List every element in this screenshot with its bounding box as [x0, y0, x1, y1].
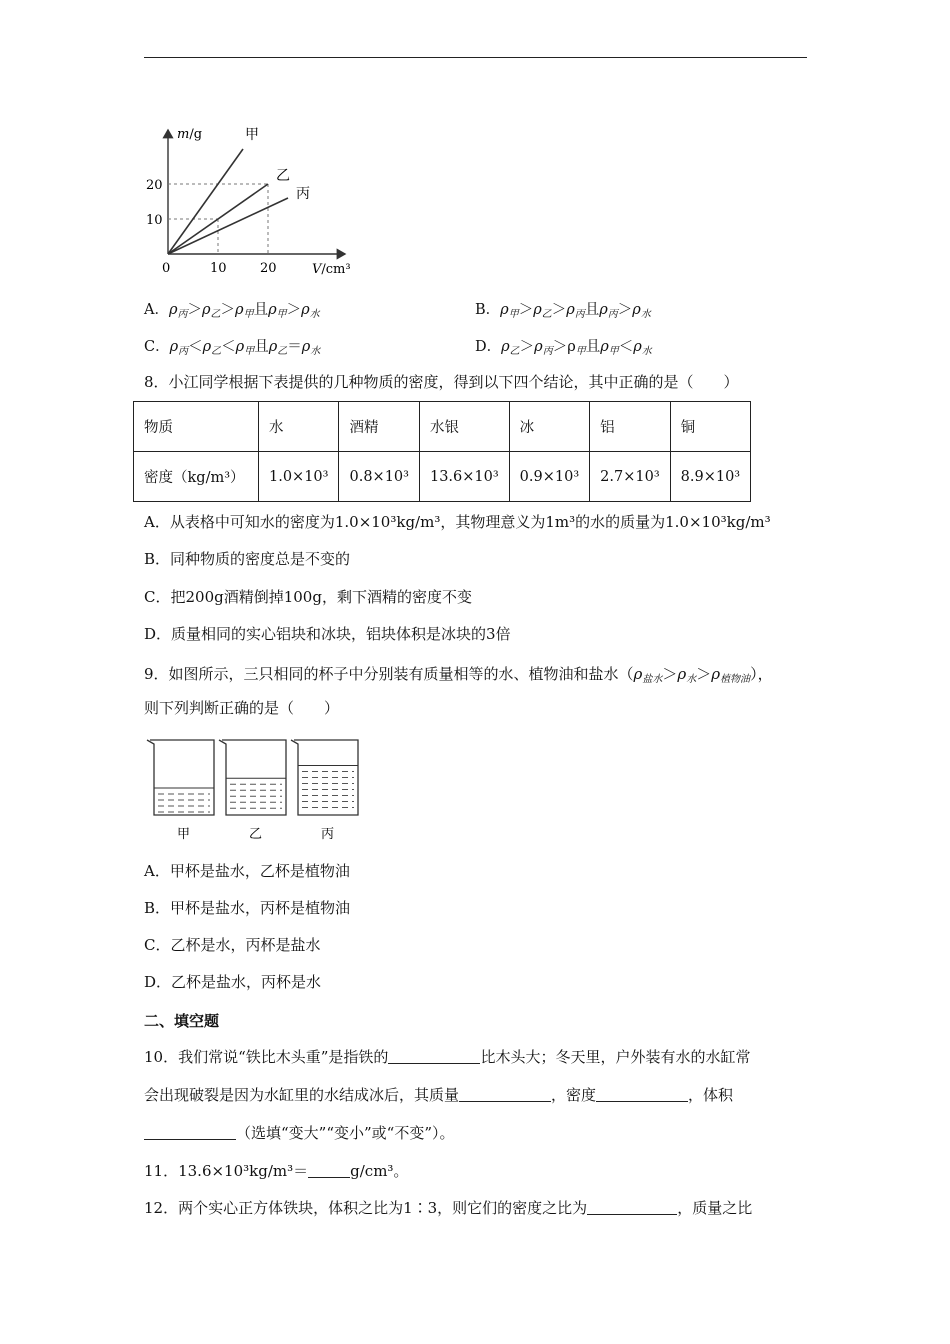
- table-cell: 0.9×10³: [509, 452, 589, 502]
- cup-label: 丙: [321, 827, 335, 842]
- table-cell: 水: [259, 402, 339, 452]
- table-cell: 冰: [509, 402, 589, 452]
- series-label: 乙: [276, 168, 290, 184]
- header-rule: [144, 57, 807, 58]
- q7-option-d: D．$\rho_乙>\rho_丙>\rho_甲$且$\rho_甲<\rho_水$: [475, 339, 652, 357]
- q8-option-d: D．质量相同的实心铝块和冰块，铝块体积是冰块的3倍: [144, 625, 511, 643]
- x-tick-label: 20: [260, 261, 277, 276]
- cups-figure: [140, 735, 370, 845]
- x-axis-label: V/cm³: [312, 262, 351, 277]
- series-line-甲: [168, 149, 243, 254]
- q11: 11．13.6×10³kg/m³＝ g/cm³。: [144, 1162, 409, 1180]
- y-tick-label: 20: [146, 178, 163, 193]
- table-cell: 水银: [419, 402, 509, 452]
- mass-volume-graph: [140, 122, 380, 282]
- table-cell: 2.7×10³: [590, 452, 670, 502]
- cup: [147, 740, 214, 815]
- q9-option-b: B．甲杯是盐水，丙杯是植物油: [144, 899, 351, 917]
- q10-blank-3[interactable]: [596, 1085, 688, 1102]
- table-cell: 0.8×10³: [339, 452, 419, 502]
- table-row: [134, 452, 751, 502]
- q8-option-a: A．从表格中可知水的密度为1.0×10³kg/m³，其物理意义为1m³的水的质量为1.0×10³kg/m³: [144, 513, 771, 531]
- series-label: 甲: [245, 127, 259, 143]
- cup-label: 甲: [177, 827, 191, 842]
- q7-option-c: C．$\rho_丙<\rho_乙<\rho_甲$且$\rho_乙=\rho_水$: [144, 339, 321, 357]
- q10-line1: 10．我们常说“铁比木头重”是指铁的 比木头大；冬天里，户外装有水的水缸常: [144, 1048, 751, 1066]
- series-label: 丙: [296, 186, 310, 202]
- q12-blank[interactable]: [587, 1198, 677, 1215]
- q10-blank-4[interactable]: [144, 1123, 236, 1140]
- q9-stem-line1: 9．如图所示，三只相同的杯子中分别装有质量相等的水、植物油和盐水$(\rho_{盐水}>\rho_水>\rho_{植物油})$，: [144, 665, 773, 685]
- q9-stem-line2: 则下列判断正确的是（ ）: [144, 699, 340, 717]
- q7-option-a: A．$\rho_丙>\rho_乙>\rho_甲$且$\rho_甲>\rho_水$: [144, 302, 320, 320]
- q8-option-b: B．同种物质的密度总是不变的: [144, 550, 351, 568]
- q8-option-c: C．把200g酒精倒掉100g，剩下酒精的密度不变: [144, 588, 472, 606]
- cup-label: 乙: [249, 827, 263, 842]
- section-title: 二、填空题: [144, 1012, 220, 1030]
- series-line-丙: [168, 198, 288, 254]
- q10-line2: 会出现破裂是因为水缸里的水结成冰后，其质量 ，密度 ，体积: [144, 1086, 734, 1104]
- table-cell: 酒精: [339, 402, 419, 452]
- density-table: [133, 401, 751, 502]
- q10-blank-1[interactable]: [388, 1047, 480, 1064]
- q8-stem: 8．小江同学根据下表提供的几种物质的密度，得到以下四个结论，其中正确的是（ ）: [144, 373, 739, 391]
- q9-option-a: A．甲杯是盐水，乙杯是植物油: [144, 862, 350, 880]
- y-axis-label: m/g: [177, 127, 203, 142]
- table-cell: 密度（kg/m³）: [134, 452, 259, 502]
- table-cell: 铜: [670, 402, 750, 452]
- cup: [219, 740, 286, 815]
- q9-option-d: D．乙杯是盐水，丙杯是水: [144, 973, 322, 991]
- y-tick-label: 10: [146, 213, 163, 228]
- table-cell: 铝: [590, 402, 670, 452]
- x-tick-label: 10: [210, 261, 227, 276]
- origin-label: 0: [162, 261, 171, 276]
- q10-blank-2[interactable]: [459, 1085, 551, 1102]
- q11-blank[interactable]: [308, 1161, 350, 1178]
- q9-option-c: C．乙杯是水，丙杯是盐水: [144, 936, 321, 954]
- table-cell: 8.9×10³: [670, 452, 750, 502]
- q7-option-b: B．$\rho_甲>\rho_乙>\rho_丙$且$\rho_丙>\rho_水$: [475, 302, 651, 320]
- q12: 12．两个实心正方体铁块，体积之比为1∶3，则它们的密度之比为 ，质量之比: [144, 1199, 753, 1217]
- table-header-row: [134, 402, 751, 452]
- table-cell: 1.0×10³: [259, 452, 339, 502]
- table-cell: 13.6×10³: [419, 452, 509, 502]
- q10-line3: （选填“变大”“变小”或“不变”）。: [144, 1123, 455, 1143]
- table-cell: 物质: [134, 402, 259, 452]
